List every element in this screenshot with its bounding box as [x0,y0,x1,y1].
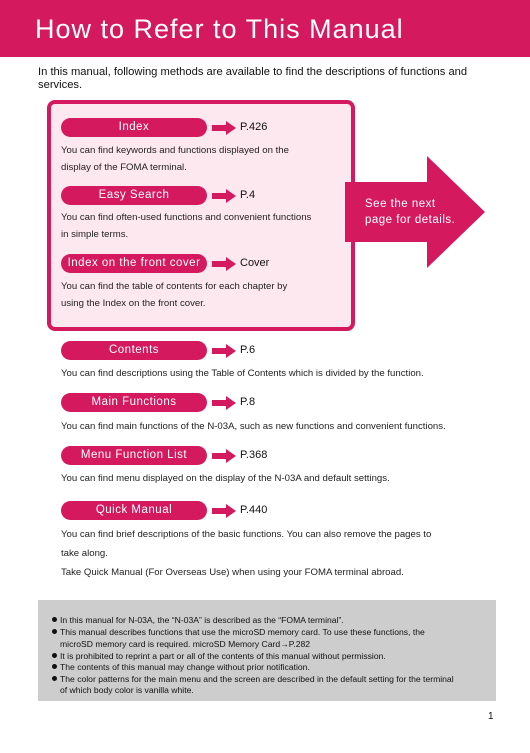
page-number: 1 [488,711,494,722]
bullet-icon [52,664,57,669]
easy-search-page-ref: P.4 [240,189,256,201]
main-functions-label: Main Functions [61,393,207,412]
arrow-right-icon [212,189,236,203]
arrow-right-icon [212,449,236,463]
easy-search-desc-line-2: in simple terms. [61,229,129,240]
quick-manual-desc-line-3: Take Quick Manual (For Overseas Use) when using your FOMA terminal abroad. [61,567,404,578]
front-cover-page-ref: Cover [240,257,270,269]
quick-manual-desc-line-1: You can find brief descriptions of the basic functions. You can also remove the pages to [61,529,432,540]
front-cover-desc-line-1: You can find the table of contents for each chapter by [61,281,288,292]
main-functions-description: You can find main functions of the N-03A, such as new functions and convenient functions. [61,421,446,432]
index-desc-line-2: display of the FOMA terminal. [61,162,187,173]
bullet-icon [52,629,57,634]
menu-function-list-description: You can find menu displayed on the display of the N-03A and default settings. [61,473,390,484]
index-desc-line-1: You can find keywords and functions displayed on the [61,145,289,156]
index-label: Index [61,118,207,137]
intro-text: In this manual, following methods are available to find the descriptions of functions and services. [38,66,468,91]
header-bar [0,0,530,57]
quick-manual-page-ref: P.440 [240,504,268,516]
arrow-right-icon [212,257,236,271]
quick-manual-label: Quick Manual [61,501,207,520]
main-functions-page-ref: P.8 [240,396,256,408]
note-item: It is prohibited to reprint a part or all of the contents of this manual without permission. [52,651,386,662]
arrow-right-icon [212,121,236,135]
menu-function-list-page-ref: P.368 [240,449,268,461]
callout-line-2: page for details. [365,214,456,226]
bullet-icon [52,653,57,658]
bullet-icon [52,676,57,681]
easy-search-description [61,209,311,243]
arrow-right-icon [212,396,236,410]
callout-line-1: See the next [365,198,436,210]
front-cover-index-label: Index on the front cover [61,254,207,273]
easy-search-label: Easy Search [61,186,207,205]
quick-manual-description [61,525,431,582]
notes-box [38,600,496,701]
index-description [61,142,289,176]
note-item: The contents of this manual may change without prior notification. [52,662,310,673]
next-page-callout [365,196,455,228]
page-title: How to Refer to This Manual [35,14,404,44]
arrow-right-icon [212,504,236,518]
note-continuation: microSD memory card is required. microSD Memory Card→P.282 [60,639,311,649]
index-page-ref: P.426 [240,121,268,133]
quick-manual-desc-line-2: take along. [61,548,108,559]
bullet-icon [52,617,57,622]
front-cover-desc-line-2: using the Index on the front cover. [61,298,206,309]
arrow-right-icon [212,344,236,358]
menu-function-list-label: Menu Function List [61,446,207,465]
contents-description: You can find descriptions using the Table of Contents which is divided by the function. [61,368,424,379]
contents-page-ref: P.6 [240,344,256,356]
front-cover-description [61,278,287,312]
note-item: The color patterns for the main menu and the screen are described in the default setting for the terminal [52,674,454,685]
note-item: This manual describes functions that use the microSD memory card. To use these functions, the [52,627,425,638]
easy-search-desc-line-1: You can find often-used functions and convenient functions [61,212,312,223]
contents-label: Contents [61,341,207,360]
note-item: In this manual for N-03A, the “N-03A” is described as the “FOMA terminal”. [52,615,344,626]
note-continuation: of which body color is vanilla white. [60,685,194,695]
